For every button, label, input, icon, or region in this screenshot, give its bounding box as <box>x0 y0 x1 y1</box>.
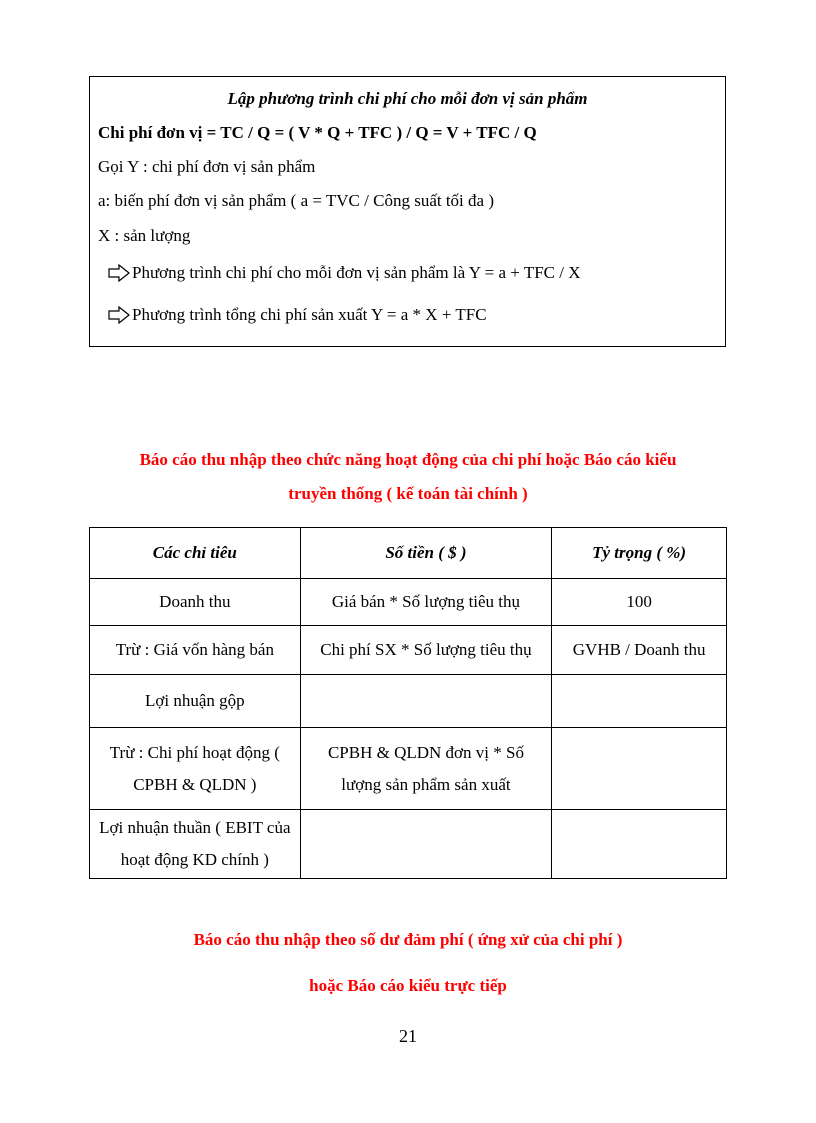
table-cell: GVHB / Doanh thu <box>552 626 727 675</box>
right-arrow-icon <box>108 264 130 282</box>
table-cell: CPBH & QLDN đơn vị * Số lượng sản phẩm sản xuất <box>300 728 552 810</box>
unit-cost-formula: = TC / Q = ( V * Q + TFC ) / Q = V + TFC / Q <box>202 123 537 142</box>
heading-functional-report-line1: Báo cáo thu nhập theo chức năng hoạt động của chi phí hoặc Báo cáo kiểu <box>139 450 677 469</box>
page-number: 21 <box>399 1026 417 1046</box>
right-arrow-icon <box>108 306 130 324</box>
table-cell: 100 <box>552 579 727 626</box>
table-cell <box>300 675 552 728</box>
table-cell: Trừ : Chi phí hoạt động ( CPBH & QLDN ) <box>90 728 301 810</box>
formula-box-title: Lập phương trình chi phí cho mỗi đơn vị sản phẩm <box>227 89 588 108</box>
heading-functional-report-line2: truyền thống ( kế toán tài chính ) <box>288 484 528 503</box>
define-y-line: Gọi Y : chi phí đơn vị sản phẩm <box>98 157 316 176</box>
heading-contribution-report-line2: hoặc Báo cáo kiểu trực tiếp <box>309 976 507 995</box>
define-x-line: X : sản lượng <box>98 226 191 245</box>
column-header: Tỷ trọng ( %) <box>552 528 727 579</box>
table-header-row <box>90 528 727 579</box>
table-cell <box>552 675 727 728</box>
unit-cost-equation-line <box>108 263 581 283</box>
income-statement-table <box>89 527 727 879</box>
table-cell <box>552 728 727 810</box>
unit-cost-label: Chi phí đơn vị <box>98 123 203 142</box>
unit-cost-equation: Phương trình chi phí cho mỗi đơn vị sản phẩm là Y = a + TFC / X <box>132 263 581 282</box>
table-cell: Lợi nhuận thuần ( EBIT của hoạt động KD chính ) <box>90 810 301 879</box>
table-row <box>90 810 727 879</box>
table-cell: Giá bán * Số lượng tiêu thụ <box>300 579 552 626</box>
total-cost-equation-line <box>108 305 487 325</box>
formula-box <box>89 76 726 347</box>
column-header: Các chỉ tiêu <box>90 528 301 579</box>
table-row <box>90 675 727 728</box>
heading-contribution-report-line1: Báo cáo thu nhập theo số dư đảm phí ( ứng xử của chi phí ) <box>193 930 623 949</box>
table-row <box>90 579 727 626</box>
column-header: Số tiền ( $ ) <box>300 528 552 579</box>
table-cell <box>552 810 727 879</box>
table-cell: Trừ : Giá vốn hàng bán <box>90 626 301 675</box>
table-cell: Doanh thu <box>90 579 301 626</box>
table-row <box>90 626 727 675</box>
table-row <box>90 728 727 810</box>
table-cell: Lợi nhuận gộp <box>90 675 301 728</box>
total-cost-equation: Phương trình tổng chi phí sản xuất Y = a * X + TFC <box>132 305 487 324</box>
table-cell: Chi phí SX * Số lượng tiêu thụ <box>300 626 552 675</box>
unit-cost-line <box>98 123 537 143</box>
define-a-line: a: biến phí đơn vị sản phẩm ( a = TVC / Công suất tối đa ) <box>98 191 494 210</box>
table-cell <box>300 810 552 879</box>
